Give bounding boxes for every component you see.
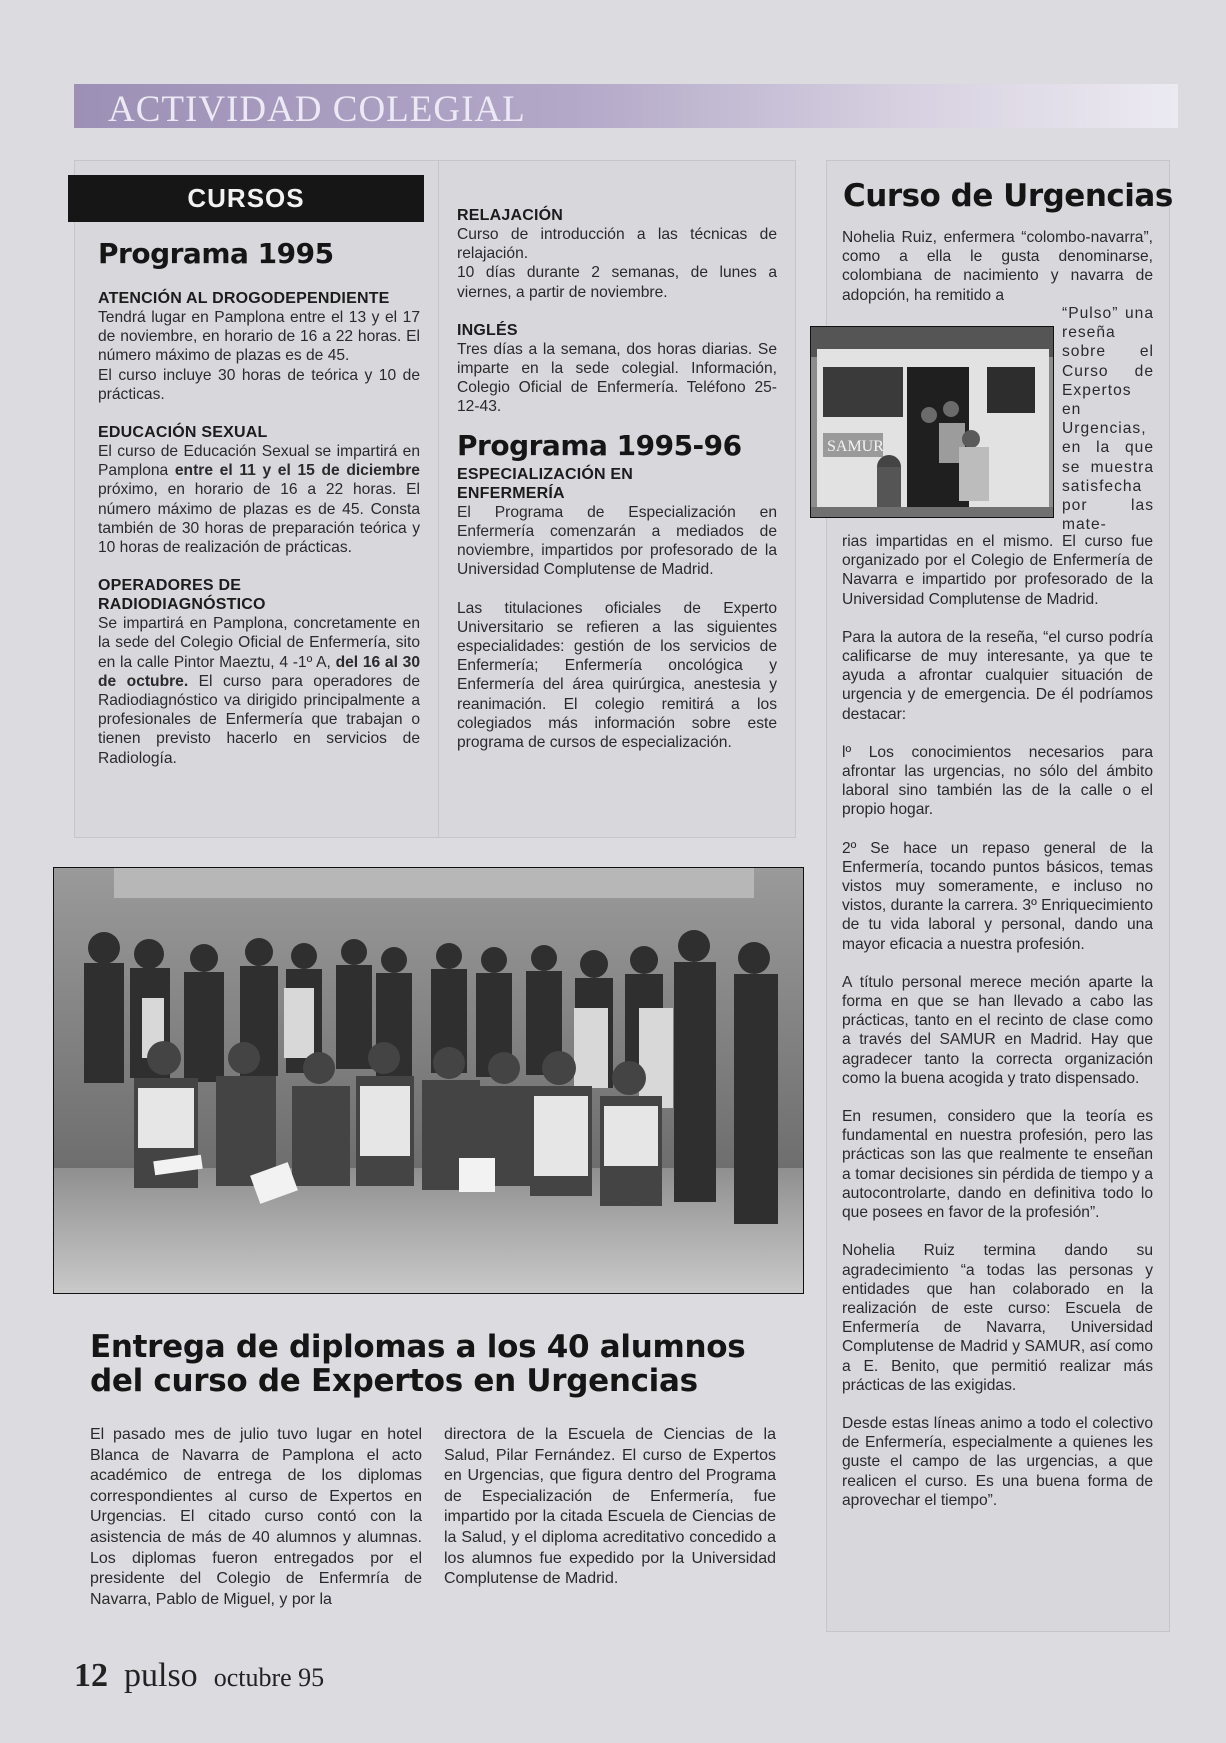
intro-rest-paragraph: rias impartidas en el mismo. El curso fue organizado por el Colegio de Enfermería de Navarra e impartido por profesorado de la Universidad Complutense de Madrid.	[842, 533, 1153, 608]
item-title: ATENCIÓN AL DROGODEPENDIENTE	[98, 290, 390, 307]
right-column-body	[842, 532, 1153, 1529]
body-paragraph: 2º Se hace un repaso general de la Enfermería, tocando puntos básicos, temas vistos muy someramente, e incluso no vistos, durante la carrera. 3º Enriquecimiento de tu vida laboral y personal, dando una mayor eficacia a nuestra profesión.	[842, 839, 1153, 953]
curso-urgencias-heading: Curso de Urgencias	[843, 178, 1173, 214]
section-title: ACTIVIDAD COLEGIAL	[108, 89, 526, 130]
article-col-1	[90, 1425, 422, 1629]
body-paragraph: En resumen, considero que la teoría es fundamental en nuestra profesión, pero las prácticas son las que realmente te enseñan a tomar decisiones sin pérdida de tiempo y a autocontrolarte, dando en definitiva todo lo que posees en favor de la profesión”.	[842, 1108, 1153, 1222]
titulaciones-text: Las titulaciones oficiales de Experto Universitario se refieren a las siguientes especialidades: gestión de los servicios de Enfermería; Enfermería oncológica y Enfermería del área quirúrgica, anestesia y reanimación. El colegio remitirá a los colegiados más información sobre este programa de cursos de especialización.	[457, 599, 777, 752]
magazine-name: pulso	[124, 1657, 198, 1694]
item-paragraph: El curso de Educación Sexual se impartirá en Pamplona entre el 11 y el 15 de diciembre próximo, en horario de 16 a 22 horas. El número máximo de plazas es de 45. Consta también de 30 horas de preparación teórica y 10 horas de realización de prácticas.	[98, 443, 420, 557]
item-paragraph: El curso incluye 30 horas de teórica y 10 de prácticas.	[98, 366, 420, 403]
item-paragraph: Se impartirá en Pamplona, concretamente en la sede del Colegio Oficial de Enfermería, sito en la calle Pintor Maeztu, 4 -1º A, del 16 al 30 de octubre. El curso para operadores de Radiodiagnóstico va dirigido principalmente a profesionales de Enfermería que trabajan o tienen previsto hacerlo en servicios de Radiología.	[98, 615, 420, 767]
relajacion-text: 10 días durante 2 semanas, de lunes a viernes, a partir de noviembre.	[457, 264, 777, 301]
body-paragraph: Para la autora de la reseña, “el curso podría calificarse de muy interesante, ya que te ayuda a afrontar cualquier situación de urgencia y de emergencia. De él podríamos destacar:	[842, 628, 1153, 723]
especializacion-text: El Programa de Especialización en Enfermería comenzarán a mediados de noviembre, impartidos por profesorado de la Universidad Complutense de Madrid.	[457, 503, 777, 579]
article-title: Entrega de diplomas a los 40 alumnos del curso de Expertos en Urgencias	[90, 1329, 746, 1399]
article-paragraph: directora de la Escuela de Ciencias de la Salud, Pilar Fernández. El curso de Expertos en Urgencias, que figura dentro del Programa de Especialización de Enfermería, fue impartido por la citada Escuela de Ciencias de la Salud, y el diploma acreditativo concedido a los alumnos fue expedido por la Universidad Complutense de Madrid.	[444, 1426, 776, 1588]
section-header	[74, 84, 1178, 128]
programa-1995-heading: Programa 1995	[98, 237, 334, 270]
middle-column	[457, 206, 777, 771]
ingles-title: INGLÉS	[457, 321, 518, 339]
relajacion-title: RELAJACIÓN	[457, 207, 564, 224]
intro-paragraph: Nohelia Ruiz, enfermera “colombo-navarra”, como a ella le gusta denominarse, colombiana de nacimiento y navarra de adopción, ha remitido a	[842, 229, 1153, 304]
item-title: OPERADORES DE RADIODIAGNÓSTICO	[98, 577, 266, 614]
issue-date: octubre 95	[213, 1663, 325, 1692]
group-photo	[53, 867, 804, 1294]
cursos-tab: CURSOS	[68, 175, 424, 222]
right-side-text	[1062, 304, 1154, 534]
relajacion-text: Curso de introducción a las técnicas de relajación.	[457, 226, 777, 263]
ingles-text: Tres días a la semana, dos horas diarias. Se imparte en la sede colegial. Información, Colegio Oficial de Enfermería. Teléfono 25-12-43.	[457, 340, 777, 416]
body-paragraph: A título personal merece meción aparte la forma en que se han llevado a cabo las prácticas, tanto en el recinto de clase como a través del SAMUR en Madrid. Hay que agradecer tanto la correcta organización como la buena acogida y trato dispensado.	[842, 973, 1153, 1087]
body-paragraph: lº Los conocimientos necesarios para afrontar las urgencias, no sólo del ámbito laboral sino también las de la calle o el propio hogar.	[842, 743, 1153, 819]
especializacion-title: ESPECIALIZACIÓN EN ENFERMERÍA	[457, 465, 634, 502]
item-paragraph: Tendrá lugar en Pamplona entre el 13 y el 17 de noviembre, en horario de 16 a 22 horas. El número máximo de plazas es de 45.	[98, 309, 420, 365]
svg-text:SAMUR: SAMUR	[827, 438, 884, 455]
side-wrapped-paragraph: “Pulso” una reseña sobre el Curso de Expertos en Urgencias, en la que se muestra satisfecha por las mate-	[1062, 305, 1154, 534]
page-footer	[74, 1657, 324, 1695]
body-paragraph: Nohelia Ruiz termina dando su agradecimiento “a todas las personas y entidades que han colaborado en la realización de este curso: Escuela de Enfermería de Navarra, Universidad Complutense de Madrid y SAMUR, así como a E. Benito, que permitió realizar más prácticas de las exigidas.	[842, 1242, 1153, 1394]
programa-1995-96-heading: Programa 1995-96	[457, 428, 742, 462]
right-column	[842, 228, 1153, 305]
item-title: EDUCACIÓN SEXUAL	[98, 424, 268, 442]
ambulance-photo	[810, 326, 1054, 518]
article-paragraph: El pasado mes de julio tuvo lugar en hotel Blanca de Navarra de Pamplona el acto académico de entrega de los diplomas correspondientes al curso de Expertos en Urgencias. El citado curso contó con la asistencia de más de 40 alumnos y alumnas. Los diplomas fueron entregados por el presidente del Colegio de Enfermría de Navarra, Pablo de Miguel, y por la	[90, 1426, 422, 1608]
article-col-2	[444, 1425, 776, 1609]
page-number: 12	[74, 1657, 108, 1694]
body-paragraph: Desde estas líneas animo a todo el colectivo de Enfermería, especialmente a quienes les guste el campo de las urgencias, a que realicen el curso. Es una buena forma de aprovechar el tiempo”.	[842, 1414, 1153, 1509]
left-column	[98, 289, 420, 787]
